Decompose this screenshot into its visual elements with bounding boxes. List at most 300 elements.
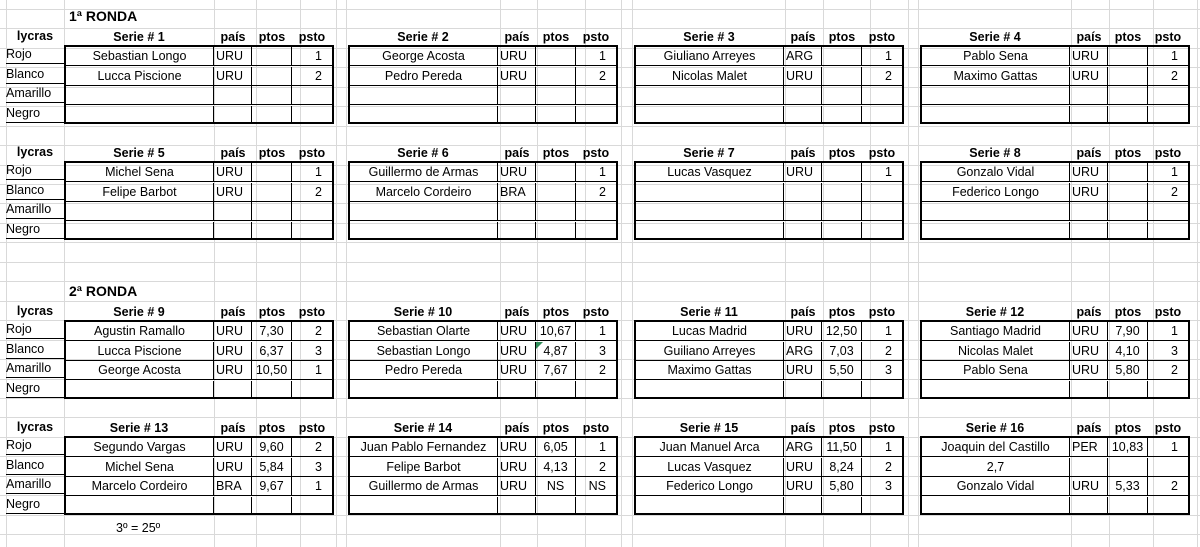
country-cell[interactable] [784, 86, 822, 104]
competitor-name[interactable] [350, 381, 498, 399]
country-cell[interactable] [1070, 497, 1108, 515]
competitor-name[interactable]: Maximo Gattas [636, 361, 784, 379]
position-cell[interactable]: 1 [1171, 165, 1178, 179]
psto-header: psto [298, 30, 326, 44]
points-cell[interactable] [536, 47, 576, 65]
points-cell[interactable]: 10,67 [536, 322, 576, 340]
table-row [922, 458, 1188, 477]
position-cell[interactable]: 1 [599, 324, 606, 338]
country-cell[interactable] [1070, 202, 1108, 220]
competitor-name[interactable]: Federico Longo [636, 477, 784, 495]
country-cell[interactable]: URU [214, 458, 252, 476]
points-cell[interactable] [822, 202, 862, 220]
position-cell[interactable]: 3 [315, 343, 322, 358]
country-cell[interactable] [498, 106, 536, 124]
position-cell[interactable]: 1 [885, 440, 892, 454]
country-cell[interactable] [784, 497, 822, 515]
country-cell[interactable]: URU [784, 477, 822, 495]
table-row [636, 477, 902, 496]
position-cell[interactable]: 2 [885, 68, 892, 83]
competitor-name[interactable]: Nicolas Malet [922, 342, 1070, 360]
points-cell[interactable] [1108, 381, 1148, 399]
country-cell[interactable]: URU [214, 342, 252, 360]
position-cell[interactable] [1148, 497, 1188, 515]
points-cell[interactable]: 5,84 [252, 458, 292, 476]
points-cell[interactable] [536, 222, 576, 240]
points-cell[interactable]: 9,60 [252, 438, 292, 456]
competitor-name[interactable]: Gonzalo Vidal [922, 163, 1070, 181]
country-cell[interactable] [784, 183, 822, 201]
position-cell[interactable] [1148, 202, 1188, 220]
position-cell[interactable]: 1 [885, 324, 892, 338]
points-cell[interactable] [252, 497, 292, 515]
points-cell[interactable] [1108, 67, 1148, 85]
table-row [350, 183, 616, 202]
country-cell[interactable] [1070, 222, 1108, 240]
position-cell[interactable] [576, 106, 616, 124]
position-cell[interactable] [1148, 222, 1188, 240]
country-cell[interactable]: URU [1070, 67, 1108, 85]
country-cell[interactable] [1070, 106, 1108, 124]
country-cell[interactable]: URU [498, 361, 536, 379]
pais-header: país [220, 421, 246, 435]
country-cell[interactable]: URU [214, 67, 252, 85]
position-cell[interactable] [576, 381, 616, 399]
points-cell[interactable]: 5,80 [1108, 361, 1148, 379]
position-cell[interactable] [292, 106, 332, 124]
position-cell[interactable] [862, 183, 902, 201]
competitor-name[interactable] [66, 497, 214, 515]
points-cell[interactable] [822, 47, 862, 65]
points-cell[interactable] [822, 163, 862, 181]
lycra-label: Blanco [6, 65, 64, 84]
points-cell[interactable] [822, 381, 862, 399]
competitor-name[interactable]: George Acosta [66, 361, 214, 379]
points-cell[interactable] [252, 183, 292, 201]
position-cell[interactable]: 3 [885, 479, 892, 493]
position-cell[interactable] [862, 106, 902, 124]
points-cell[interactable] [1108, 202, 1148, 220]
position-cell[interactable]: 1 [885, 49, 892, 63]
country-cell[interactable] [214, 86, 252, 104]
competitor-name[interactable] [636, 106, 784, 124]
psto-header: psto [298, 421, 326, 435]
competitor-name[interactable]: Pedro Pereda [350, 67, 498, 85]
competitor-name[interactable]: Agustin Ramallo [66, 322, 214, 340]
serie-table [348, 161, 618, 240]
serie-table [634, 436, 904, 515]
competitor-name[interactable] [636, 497, 784, 515]
competitor-name[interactable]: Lucas Madrid [636, 322, 784, 340]
country-cell[interactable]: URU [214, 163, 252, 181]
points-cell[interactable] [252, 106, 292, 124]
lycra-label: Rojo [6, 161, 64, 180]
competitor-name[interactable]: Lucas Vasquez [636, 163, 784, 181]
position-cell[interactable]: 1 [315, 363, 322, 377]
points-cell[interactable] [536, 163, 576, 181]
points-cell[interactable] [1108, 47, 1148, 65]
points-cell[interactable] [252, 163, 292, 181]
pais-header: país [220, 30, 246, 44]
country-cell[interactable] [214, 381, 252, 399]
points-cell[interactable] [1108, 183, 1148, 201]
country-cell[interactable]: URU [498, 438, 536, 456]
serie-header [634, 304, 904, 320]
points-cell[interactable]: 4,13 [536, 458, 576, 476]
points-cell[interactable] [536, 183, 576, 201]
table-row [350, 222, 616, 241]
country-cell[interactable] [784, 106, 822, 124]
position-cell[interactable]: 1 [599, 165, 606, 179]
competitor-name[interactable]: George Acosta [350, 47, 498, 65]
points-cell[interactable] [822, 67, 862, 85]
points-cell[interactable]: 6,05 [536, 438, 576, 456]
psto-header: psto [1154, 30, 1182, 44]
competitor-name[interactable]: Sebastian Olarte [350, 322, 498, 340]
position-cell[interactable]: 2 [1171, 68, 1178, 83]
position-cell[interactable] [576, 497, 616, 515]
table-row [922, 361, 1188, 380]
country-cell[interactable] [498, 86, 536, 104]
competitor-name[interactable] [66, 86, 214, 104]
competitor-name[interactable] [636, 202, 784, 220]
position-cell[interactable]: 1 [1171, 324, 1178, 338]
country-cell[interactable]: URU [498, 47, 536, 65]
competitor-name[interactable] [922, 497, 1070, 515]
points-cell[interactable] [252, 222, 292, 240]
pais-header: país [504, 421, 530, 435]
lycra-label: Negro [6, 220, 64, 239]
country-cell[interactable]: URU [1070, 361, 1108, 379]
country-cell[interactable] [214, 497, 252, 515]
position-cell[interactable] [292, 86, 332, 104]
points-cell[interactable] [1108, 106, 1148, 124]
table-row [636, 497, 902, 516]
country-cell[interactable]: URU [784, 458, 822, 476]
position-cell[interactable] [1148, 381, 1188, 399]
position-cell[interactable] [1148, 458, 1188, 476]
position-cell[interactable]: 1 [1171, 49, 1178, 63]
points-cell[interactable]: 7,90 [1108, 322, 1148, 340]
competitor-name[interactable] [66, 381, 214, 399]
country-cell[interactable]: URU [1070, 183, 1108, 201]
competitor-name[interactable] [922, 202, 1070, 220]
position-cell[interactable] [576, 222, 616, 240]
country-cell[interactable]: URU [498, 322, 536, 340]
position-cell[interactable]: 2 [885, 459, 892, 474]
points-cell[interactable] [822, 497, 862, 515]
points-cell[interactable]: 11,50 [822, 438, 862, 456]
position-cell[interactable] [576, 202, 616, 220]
serie-title: Serie # 12 [965, 305, 1025, 319]
competitor-name[interactable] [66, 106, 214, 124]
country-cell[interactable]: URU [1070, 47, 1108, 65]
serie-table [920, 436, 1190, 515]
table-row [66, 322, 332, 341]
points-cell[interactable] [252, 47, 292, 65]
country-cell[interactable] [784, 222, 822, 240]
position-cell[interactable]: 1 [599, 440, 606, 454]
lycra-label: Amarillo [6, 475, 64, 494]
competitor-name[interactable]: Michel Sena [66, 458, 214, 476]
position-cell[interactable] [862, 86, 902, 104]
points-cell[interactable] [1108, 222, 1148, 240]
competitor-name[interactable]: Lucas Vasquez [636, 458, 784, 476]
country-cell[interactable] [1070, 86, 1108, 104]
serie-table [64, 161, 334, 240]
country-cell[interactable]: URU [784, 163, 822, 181]
position-cell[interactable]: 2 [315, 440, 322, 454]
points-cell[interactable] [536, 106, 576, 124]
table-row [922, 202, 1188, 221]
position-cell[interactable]: 2 [1171, 184, 1178, 199]
position-cell[interactable]: NS [588, 479, 606, 493]
grid-line [0, 281, 1200, 282]
competitor-name[interactable]: Marcelo Cordeiro [66, 477, 214, 495]
country-cell[interactable] [214, 106, 252, 124]
table-row [922, 183, 1188, 202]
competitor-name[interactable] [636, 222, 784, 240]
position-cell[interactable]: 3 [315, 459, 322, 474]
points-cell[interactable] [536, 381, 576, 399]
country-cell[interactable]: URU [498, 342, 536, 360]
ptos-header: ptos [828, 305, 856, 319]
country-cell[interactable] [1070, 381, 1108, 399]
country-cell[interactable] [498, 497, 536, 515]
country-cell[interactable]: URU [784, 67, 822, 85]
position-cell[interactable]: 1 [315, 165, 322, 179]
country-cell[interactable] [498, 222, 536, 240]
points-cell[interactable]: 7,67 [536, 361, 576, 379]
competitor-name[interactable]: Pablo Sena [922, 361, 1070, 379]
points-cell[interactable] [536, 67, 576, 85]
competitor-name[interactable]: Santiago Madrid [922, 322, 1070, 340]
position-cell[interactable] [576, 86, 616, 104]
country-cell[interactable]: URU [1070, 342, 1108, 360]
competitor-name[interactable]: Lucca Piscione [66, 67, 214, 85]
country-cell[interactable] [1070, 458, 1108, 476]
points-cell[interactable]: 6,37 [252, 342, 292, 360]
position-cell[interactable] [1148, 106, 1188, 124]
lycra-label: Negro [6, 379, 64, 398]
competitor-name[interactable] [66, 202, 214, 220]
points-cell[interactable] [536, 86, 576, 104]
country-cell[interactable]: ARG [784, 438, 822, 456]
competitor-name[interactable] [636, 183, 784, 201]
points-cell[interactable] [1108, 86, 1148, 104]
competitor-name[interactable]: Gonzalo Vidal [922, 477, 1070, 495]
country-cell[interactable]: BRA [214, 477, 252, 495]
position-cell[interactable] [292, 381, 332, 399]
competitor-name[interactable]: 2,7 [922, 458, 1070, 476]
lycra-label: Amarillo [6, 359, 64, 378]
competitor-name[interactable] [350, 222, 498, 240]
competitor-name[interactable]: Giuliano Arreyes [636, 47, 784, 65]
lycra-label: Rojo [6, 45, 64, 64]
points-cell[interactable]: 7,30 [252, 322, 292, 340]
points-cell[interactable]: 8,24 [822, 458, 862, 476]
country-cell[interactable]: URU [214, 183, 252, 201]
country-cell[interactable] [498, 202, 536, 220]
serie-table [920, 320, 1190, 399]
country-cell[interactable]: URU [498, 477, 536, 495]
competitor-name[interactable] [922, 86, 1070, 104]
points-cell[interactable] [252, 86, 292, 104]
position-cell[interactable]: 3 [599, 343, 606, 358]
country-cell[interactable] [784, 381, 822, 399]
country-cell[interactable]: URU [498, 458, 536, 476]
ptos-header: ptos [258, 421, 286, 435]
competitor-name[interactable]: Felipe Barbot [350, 458, 498, 476]
round-title: 1ª RONDA [69, 8, 138, 24]
competitor-name[interactable] [350, 497, 498, 515]
position-cell[interactable] [862, 497, 902, 515]
competitor-name[interactable]: Nicolas Malet [636, 67, 784, 85]
country-cell[interactable]: URU [1070, 322, 1108, 340]
points-cell[interactable] [822, 86, 862, 104]
serie-title: Serie # 15 [679, 421, 739, 435]
country-cell[interactable]: URU [1070, 477, 1108, 495]
country-cell[interactable] [498, 381, 536, 399]
competitor-name[interactable]: Guiliano Arreyes [636, 342, 784, 360]
points-cell[interactable]: 12,50 [822, 322, 862, 340]
pais-header: país [790, 421, 816, 435]
points-cell[interactable] [1108, 163, 1148, 181]
position-cell[interactable]: 2 [1171, 363, 1178, 377]
competitor-name[interactable] [636, 86, 784, 104]
table-row [922, 497, 1188, 516]
position-cell[interactable]: 1 [315, 479, 322, 493]
points-cell[interactable]: 10,50 [252, 361, 292, 379]
table-row [66, 497, 332, 516]
competitor-name[interactable]: Guillermo de Armas [350, 477, 498, 495]
position-cell[interactable]: 2 [315, 184, 322, 199]
country-cell[interactable]: URU [784, 361, 822, 379]
points-cell[interactable] [252, 202, 292, 220]
points-cell[interactable]: 4,87 [536, 342, 576, 360]
table-row [350, 477, 616, 496]
competitor-name[interactable]: Sebastian Longo [350, 342, 498, 360]
position-cell[interactable] [292, 202, 332, 220]
position-cell[interactable]: 2 [1171, 479, 1178, 493]
points-cell[interactable] [536, 202, 576, 220]
position-cell[interactable] [292, 497, 332, 515]
position-cell[interactable]: 2 [599, 68, 606, 83]
competitor-name[interactable]: Federico Longo [922, 183, 1070, 201]
country-cell[interactable]: URU [498, 163, 536, 181]
footnote: 3º = 25º [116, 521, 161, 535]
competitor-name[interactable]: Pedro Pereda [350, 361, 498, 379]
position-cell[interactable]: 3 [885, 363, 892, 377]
points-cell[interactable]: 7,03 [822, 342, 862, 360]
points-cell[interactable]: 10,83 [1108, 438, 1148, 456]
competitor-name[interactable] [66, 222, 214, 240]
competitor-name[interactable]: Joaquin del Castillo [922, 438, 1070, 456]
competitor-name[interactable]: Marcelo Cordeiro [350, 183, 498, 201]
country-cell[interactable]: ARG [784, 47, 822, 65]
competitor-name[interactable]: Juan Manuel Arca [636, 438, 784, 456]
position-cell[interactable] [862, 222, 902, 240]
position-cell[interactable]: 2 [315, 68, 322, 83]
country-cell[interactable]: URU [498, 67, 536, 85]
position-cell[interactable]: 2 [599, 459, 606, 474]
competitor-name[interactable]: Juan Pablo Fernandez [350, 438, 498, 456]
points-cell[interactable]: NS [536, 477, 576, 495]
table-row [66, 202, 332, 221]
position-cell[interactable]: 1 [1171, 440, 1178, 454]
competitor-name[interactable]: Segundo Vargas [66, 438, 214, 456]
competitor-name[interactable] [922, 106, 1070, 124]
country-cell[interactable]: URU [1070, 163, 1108, 181]
points-cell[interactable] [1108, 497, 1148, 515]
position-cell[interactable]: 1 [315, 49, 322, 63]
points-cell[interactable]: 4,10 [1108, 342, 1148, 360]
points-cell[interactable] [822, 222, 862, 240]
competitor-name[interactable] [636, 381, 784, 399]
country-cell[interactable] [784, 202, 822, 220]
competitor-name[interactable] [922, 222, 1070, 240]
competitor-name[interactable]: Sebastian Longo [66, 47, 214, 65]
position-cell[interactable]: 1 [885, 165, 892, 179]
country-cell[interactable] [214, 202, 252, 220]
points-cell[interactable] [252, 67, 292, 85]
competitor-name[interactable] [350, 202, 498, 220]
country-cell[interactable]: URU [784, 322, 822, 340]
points-cell[interactable] [822, 106, 862, 124]
points-cell[interactable] [252, 381, 292, 399]
position-cell[interactable]: 2 [315, 324, 322, 338]
competitor-name[interactable] [922, 381, 1070, 399]
points-cell[interactable]: 5,33 [1108, 477, 1148, 495]
ptos-header: ptos [828, 421, 856, 435]
competitor-name[interactable]: Guillermo de Armas [350, 163, 498, 181]
position-cell[interactable] [862, 381, 902, 399]
competitor-name[interactable]: Pablo Sena [922, 47, 1070, 65]
points-cell[interactable] [536, 497, 576, 515]
country-cell[interactable]: PER [1070, 438, 1108, 456]
competitor-name[interactable] [350, 106, 498, 124]
position-cell[interactable]: 2 [599, 184, 606, 199]
competitor-name[interactable]: Maximo Gattas [922, 67, 1070, 85]
competitor-name[interactable] [350, 86, 498, 104]
competitor-name[interactable]: Michel Sena [66, 163, 214, 181]
position-cell[interactable]: 2 [885, 343, 892, 358]
psto-header: psto [582, 421, 610, 435]
position-cell[interactable]: 1 [599, 49, 606, 63]
points-cell[interactable] [1108, 458, 1148, 476]
points-cell[interactable]: 5,50 [822, 361, 862, 379]
points-cell[interactable] [822, 183, 862, 201]
points-cell[interactable]: 5,80 [822, 477, 862, 495]
psto-header: psto [868, 146, 896, 160]
position-cell[interactable] [1148, 86, 1188, 104]
position-cell[interactable] [292, 222, 332, 240]
country-cell[interactable]: BRA [498, 183, 536, 201]
country-cell[interactable]: ARG [784, 342, 822, 360]
country-cell[interactable]: URU [214, 438, 252, 456]
position-cell[interactable] [862, 202, 902, 220]
position-cell[interactable]: 3 [1171, 343, 1178, 358]
position-cell[interactable]: 2 [599, 363, 606, 377]
country-cell[interactable]: URU [214, 361, 252, 379]
country-cell[interactable] [214, 222, 252, 240]
competitor-name[interactable]: Lucca Piscione [66, 342, 214, 360]
competitor-name[interactable]: Felipe Barbot [66, 183, 214, 201]
country-cell[interactable]: URU [214, 47, 252, 65]
country-cell[interactable]: URU [214, 322, 252, 340]
table-row [922, 222, 1188, 241]
points-cell[interactable]: 9,67 [252, 477, 292, 495]
